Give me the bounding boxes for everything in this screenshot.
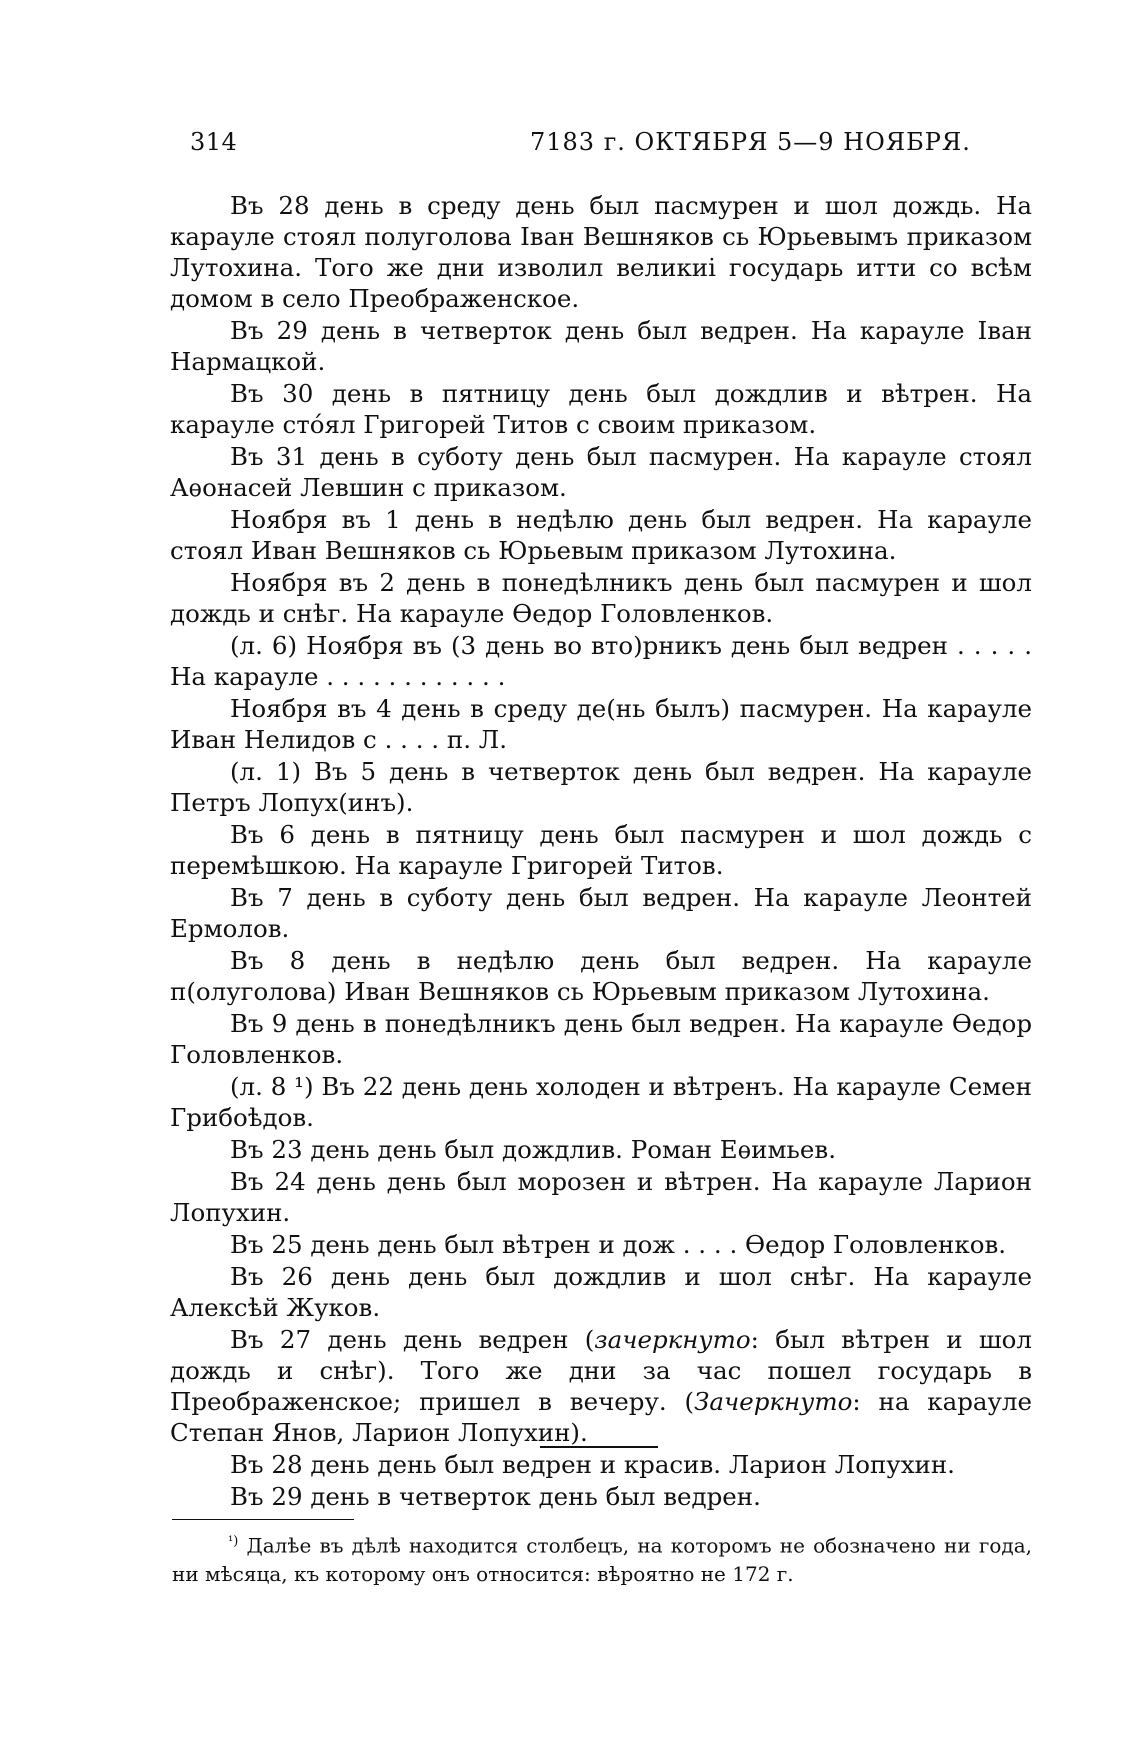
paragraph: Въ 7 день в суботу день был ведрен. На карауле Леонтей Ермолов. [170, 883, 1032, 943]
paragraph: (л. 8 ¹) Въ 22 день день холоден и вѣтренъ. На карауле Семен Грибоѣдов. [170, 1072, 1032, 1132]
paragraph: Въ 29 день в четверток день был ведрен. На карауле Іван Нармацкой. [170, 316, 1032, 376]
paragraph: Въ 28 день в среду день был пасмурен и шол дождь. На карауле стоял полуголова Іван Вешняков сь Юрьевымъ приказом Лутохина. Того же дни изволил великиі государь итти со всѣм домом в село Преображенское. [170, 191, 1032, 313]
italic-note: зачеркнуто [594, 1325, 751, 1354]
paragraph: Въ 31 день в суботу день был пасмурен. На карауле стоял Аѳонасей Левшин с приказом. [170, 442, 1032, 502]
paragraph: Въ 26 день день был дождлив и шол снѣг. На карауле Алексѣй Жуков. [170, 1262, 1032, 1322]
page-header [190, 128, 1034, 168]
paragraph-with-italics [170, 1324, 1032, 1448]
footnote-rule [172, 1519, 354, 1520]
paragraph: Ноября въ 1 день в недѣлю день был ведрен. На карауле стоял Иван Вешняков сь Юрьевым приказом Лутохина. [170, 505, 1032, 565]
italic-note: Зачеркнуто [694, 1387, 853, 1416]
paragraph: Въ 25 день день был вѣтрен и дож . . . . Ѳедор Головленков. [230, 1230, 1007, 1259]
page-number: 314 [190, 128, 238, 156]
paragraph: Въ 24 день день был морозен и вѣтрен. На карауле Ларион Лопухин. [170, 1167, 1032, 1227]
footnote [172, 1528, 1032, 1588]
paragraph: Въ 9 день в понедѣлникъ день был ведрен. На карауле Ѳедор Головленков. [170, 1009, 1032, 1069]
paragraph: Въ 29 день в четверток день был ведрен. [230, 1482, 761, 1511]
paragraph: Въ 8 день в недѣлю день был ведрен. На карауле п(олуголова) Иван Вешняков сь Юрьевым приказом Лутохина. [170, 946, 1032, 1006]
running-title: 7183 г. ОКТЯБРЯ 5—9 НОЯБРЯ. [530, 128, 971, 156]
paragraph-segment: : был вѣтрен и шол дождь и снѣг). Того же дни за час пошел государь в Преображенское; пришел в вечеру. ( [170, 1325, 1032, 1416]
section-divider [540, 1446, 658, 1448]
body-text [170, 190, 1032, 1513]
paragraph: (л. 1) Въ 5 день в четверток день был ведрен. На карауле Петръ Лопух(инъ). [170, 757, 1032, 817]
paragraph: Ноября въ 2 день в понедѣлникъ день был пасмурен и шол дождь и снѣг. На карауле Ѳедор Головленков. [170, 568, 1032, 628]
paragraph: Въ 30 день в пятницу день был дождлив и вѣтрен. На карауле стóял Григорей Титов с своим приказом. [170, 379, 1032, 439]
paragraph: Въ 6 день в пятницу день был пасмурен и шол дождь с перемѣшкою. На карауле Григорей Титов. [170, 820, 1032, 880]
footnote-text: Далѣе въ дѣлѣ находится столбецъ, на которомъ не обозначено ни года, ни мѣсяца, къ которому онъ относится: вѣроятно не 172 г. [172, 1533, 1032, 1586]
paragraph: Въ 28 день день был ведрен и красив. Ларион Лопухин. [230, 1450, 955, 1479]
paragraph: (л. 6) Ноября въ (3 день во вто)рникъ день был ведрен . . . . . На карауле . . . . . . . . . . . . [170, 631, 1032, 691]
paragraph: Въ 23 день день был дождлив. Роман Еѳимьев. [230, 1135, 836, 1164]
paragraph-segment: Въ 27 день день ведрен ( [230, 1325, 595, 1354]
paragraph-segment: : на карауле Степан Янов, Ларион Лопухин). [170, 1387, 1032, 1447]
paragraph: Ноября въ 4 день в среду де(нь былъ) пасмурен. На карауле Иван Нелидов с . . . . п. Л. [170, 694, 1032, 754]
footnote-marker: ¹) [228, 1534, 239, 1549]
